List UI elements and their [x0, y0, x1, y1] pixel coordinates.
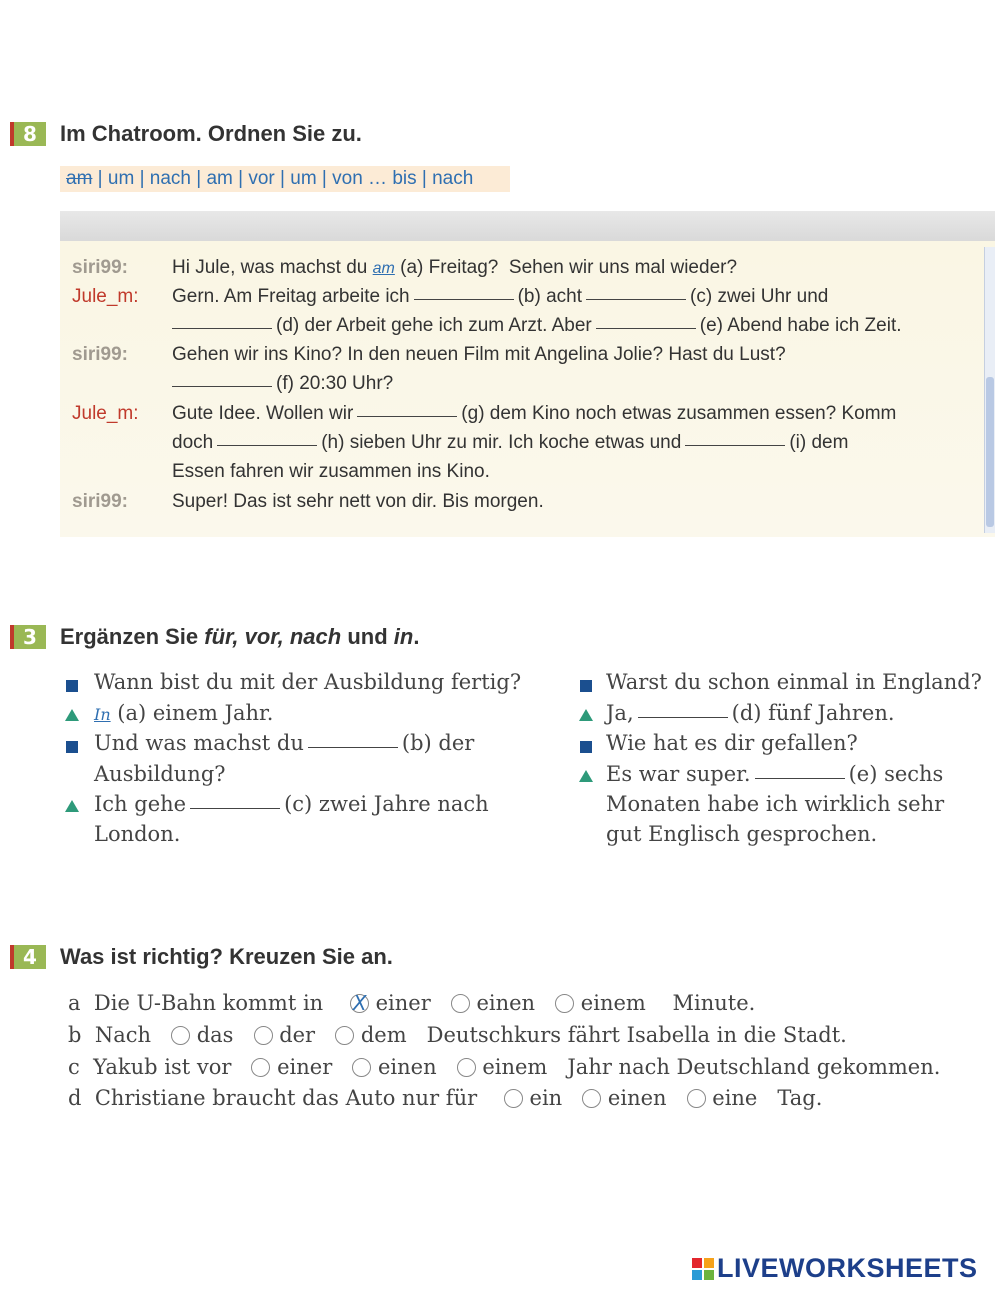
dialog-line: Wie hat es dir gefallen?: [606, 731, 858, 755]
answer-blank[interactable]: [755, 777, 845, 779]
chat-line: Gute Idee. Wollen wir (g) dem Kino noch etwas zusammen essen? Komm: [172, 403, 897, 424]
chat-user-jule: Jule_m:: [72, 403, 139, 424]
dialog-line: In (a) einem Jahr.: [94, 701, 274, 725]
speaker-b-triangle-icon: [65, 800, 79, 812]
used-word: am: [66, 168, 93, 189]
chat-line: (f) 20:30 Uhr?: [172, 373, 393, 395]
exercise-8-header: [10, 121, 362, 147]
liveworksheets-logo: [692, 1253, 978, 1284]
answer-blank[interactable]: [172, 327, 272, 329]
dialog-line: Ja, (d) fünf Jahren.: [606, 701, 895, 725]
speaker-a-square-icon: [580, 680, 592, 692]
answer-blank[interactable]: [638, 716, 728, 718]
chat-line: Gehen wir ins Kino? In den neuen Film mit Angelina Jolie? Hast du Lust?: [172, 344, 786, 365]
radio-option[interactable]: [555, 994, 574, 1013]
logo-grid-icon: [692, 1258, 714, 1280]
radio-option[interactable]: [251, 1058, 270, 1077]
answer-blank[interactable]: [685, 444, 785, 446]
exercise-number: 8: [10, 122, 46, 146]
chat-titlebar: [60, 211, 995, 241]
answer-blank[interactable]: [586, 298, 686, 300]
chat-line: Essen fahren wir zusammen ins Kino.: [172, 461, 490, 482]
chat-user-jule: Jule_m:: [72, 286, 139, 307]
exercise-title: Ergänzen Sie für, vor, nach und in.: [60, 624, 420, 649]
answer-blank[interactable]: [217, 444, 317, 446]
radio-option[interactable]: [171, 1026, 190, 1045]
exercise-number: 4: [10, 945, 46, 969]
chat-user-siri: siri99:: [72, 344, 128, 365]
radio-option[interactable]: [582, 1089, 601, 1108]
speaker-a-square-icon: [66, 741, 78, 753]
chat-line: (d) der Arbeit gehe ich zum Arzt. Aber (e) Abend habe ich Zeit.: [172, 315, 902, 337]
radio-option-checked[interactable]: [350, 994, 369, 1013]
answer-blank[interactable]: [308, 746, 398, 748]
question-row-c: c Yakub ist vor einer einen einem Jahr nach Deutschland gekommen.: [68, 1055, 941, 1079]
radio-option[interactable]: [254, 1026, 273, 1045]
exercise-title: Was ist richtig? Kreuzen Sie an.: [60, 944, 393, 969]
dialog-line: gut Englisch gesprochen.: [606, 822, 878, 846]
handwritten-answer: am: [372, 260, 395, 277]
question-row-a: a Die U-Bahn kommt in X einer einen einem Minute.: [68, 991, 755, 1015]
answer-blank[interactable]: [190, 807, 280, 809]
dialog-line: Und was machst du (b) der: [94, 731, 475, 755]
chat-line: Super! Das ist sehr nett von dir. Bis morgen.: [172, 491, 544, 512]
dialog-line: Monaten habe ich wirklich sehr: [606, 792, 945, 816]
exercise-3-header: [10, 624, 419, 650]
logo-text: LIVEWORKSHEETS: [717, 1253, 978, 1283]
speaker-b-triangle-icon: [579, 770, 593, 782]
chat-scrollbar[interactable]: [984, 247, 995, 533]
radio-option[interactable]: [335, 1026, 354, 1045]
answer-blank[interactable]: [357, 415, 457, 417]
handwritten-answer: In: [94, 705, 111, 724]
scroll-thumb[interactable]: [986, 377, 994, 527]
chat-user-siri: siri99:: [72, 491, 128, 512]
speaker-b-triangle-icon: [65, 709, 79, 721]
dialog-line: Ich gehe (c) zwei Jahre nach: [94, 792, 489, 816]
word-box: [60, 166, 510, 192]
chat-user-siri: siri99:: [72, 257, 128, 278]
dialog-line: Warst du schon einmal in England?: [606, 670, 982, 694]
answer-blank[interactable]: [596, 327, 696, 329]
chat-window: [60, 241, 995, 537]
dialog-line: Wann bist du mit der Ausbildung fertig?: [94, 670, 522, 694]
radio-option[interactable]: [457, 1058, 476, 1077]
exercise-number: 3: [10, 625, 46, 649]
exercise-4-header: [10, 944, 393, 970]
speaker-a-square-icon: [66, 680, 78, 692]
answer-blank[interactable]: [172, 385, 272, 387]
radio-option[interactable]: [504, 1089, 523, 1108]
answer-blank[interactable]: [414, 298, 514, 300]
dialog-line: London.: [94, 822, 181, 846]
radio-option[interactable]: [451, 994, 470, 1013]
word-list: | um | nach | am | vor | um | von … bis | nach: [92, 168, 474, 189]
chat-line: Hi Jule, was machst du am (a) Freitag? Sehen wir uns mal wieder?: [172, 257, 738, 278]
speaker-b-triangle-icon: [579, 709, 593, 721]
chat-line: Gern. Am Freitag arbeite ich (b) acht (c) zwei Uhr und: [172, 286, 829, 307]
chat-line: doch (h) sieben Uhr zu mir. Ich koche etwas und (i) dem: [172, 432, 849, 453]
dialog-line: Es war super. (e) sechs: [606, 762, 944, 786]
exercise-title: Im Chatroom. Ordnen Sie zu.: [60, 121, 362, 146]
question-row-b: b Nach das der dem Deutschkurs fährt Isabella in die Stadt.: [68, 1023, 847, 1047]
dialog-line: Ausbildung?: [94, 762, 226, 786]
radio-option[interactable]: [352, 1058, 371, 1077]
radio-option[interactable]: [687, 1089, 706, 1108]
question-row-d: d Christiane braucht das Auto nur für ein einen eine Tag.: [68, 1086, 823, 1110]
speaker-a-square-icon: [580, 741, 592, 753]
